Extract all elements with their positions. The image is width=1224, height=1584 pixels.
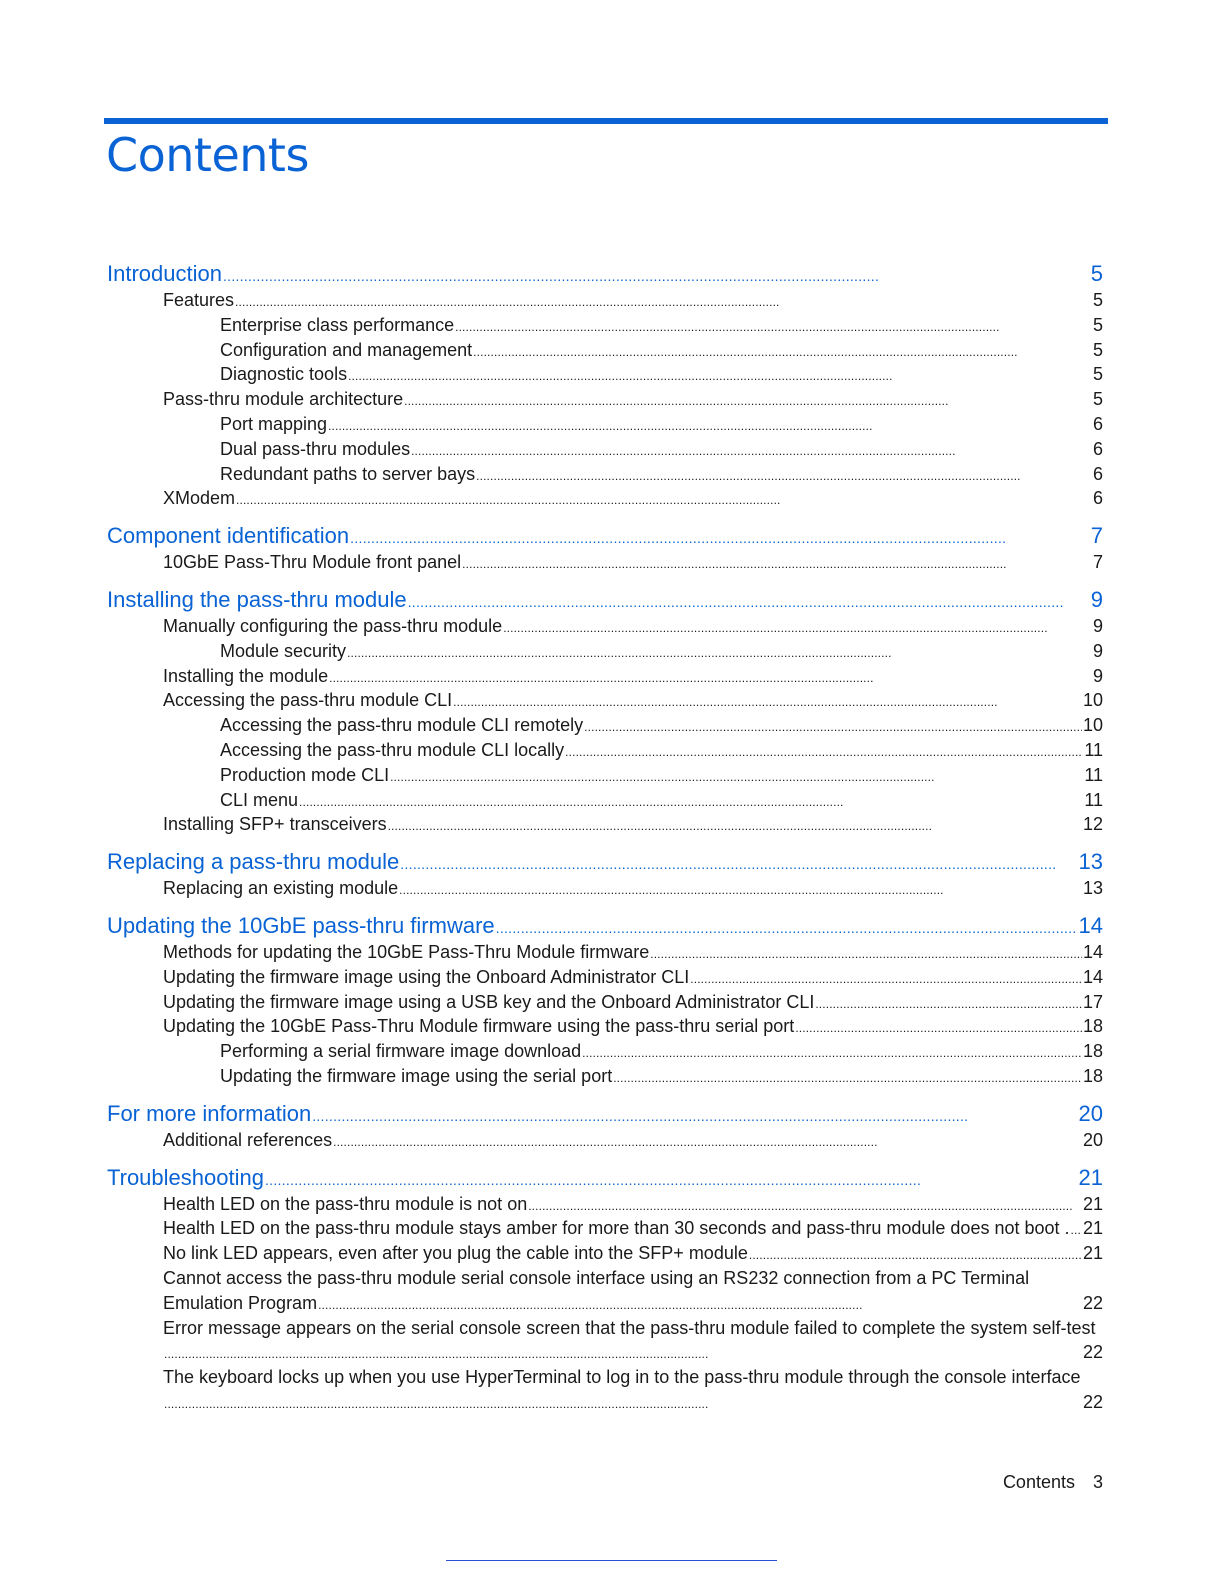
toc-chapter[interactable] [107,522,1103,550]
dot-leader [347,639,1092,666]
toc-entry-title: Installing SFP+ transceivers [163,814,387,835]
toc-entry-title: Redundant paths to server bays [220,463,476,484]
footer-label: Contents [1002,1472,1075,1492]
dot-leader [462,550,1092,577]
footer-page-number: 3 [1092,1472,1103,1492]
table-of-contents [107,260,1103,1415]
toc-entry[interactable] [107,1064,1103,1089]
toc-entry[interactable] [107,713,1103,738]
toc-entry[interactable] [107,362,1103,387]
toc-entry-title: Dual pass-thru modules [220,438,411,459]
toc-entry[interactable] [107,1390,1103,1415]
toc-page-number: 6 [1092,463,1103,484]
dot-leader [164,1390,1082,1417]
toc-entry-title: Emulation Program [163,1292,318,1313]
toc-entry-title: Manually configuring the pass-thru module [163,615,503,636]
title-rule [104,118,1108,124]
toc-page-number: 20 [1082,1129,1103,1150]
toc-entry[interactable] [107,763,1103,788]
toc-page-number: 9 [1090,586,1103,612]
toc-entry-title: Health LED on the pass-thru module stays amber for more than 30 seconds and pass-thru module does not boot . [163,1218,1070,1239]
toc-entry[interactable] [107,738,1103,763]
toc-entry-text[interactable]: The keyboard locks up when you use HyperTerminal to log in to the pass-thru module through the console interface [163,1367,1081,1388]
toc-entry[interactable] [107,940,1103,965]
toc-page-number: 11 [1084,789,1103,810]
toc-entry-title: Configuration and management [220,339,473,360]
dot-leader [411,437,1092,464]
toc-entry[interactable] [107,639,1103,664]
page-footer [1003,1472,1103,1493]
toc-entry-text[interactable]: Error message appears on the serial console screen that the pass-thru module failed to complete the system self-test [163,1317,1096,1338]
toc-entry[interactable] [107,387,1103,412]
toc-page-number: 9 [1092,665,1103,686]
toc-chapter[interactable] [107,1100,1103,1128]
toc-entry[interactable] [107,338,1103,363]
dot-leader [565,738,1083,765]
dot-leader [333,1128,1082,1155]
toc-entry[interactable] [107,1340,1103,1365]
toc-entry-title: Port mapping [220,413,328,434]
toc-entry[interactable] [107,550,1103,575]
toc-entry[interactable] [107,1014,1103,1039]
toc-entry-title: 10GbE Pass-Thru Module front panel [163,552,462,573]
toc-page-number: 22 [1082,1342,1103,1363]
dot-leader [400,848,1077,878]
dot-leader [223,260,1090,290]
toc-page-number: 9 [1092,640,1103,661]
dot-leader [235,288,1092,315]
toc-chapter[interactable] [107,848,1103,876]
toc-entry-title: Updating the firmware image using the serial port [220,1065,613,1086]
toc-chapter[interactable] [107,260,1103,288]
dot-leader [795,1014,1082,1041]
toc-entry[interactable] [107,664,1103,689]
toc-entry[interactable] [107,688,1103,713]
toc-page-number: 6 [1092,488,1103,509]
toc-page-number: 11 [1084,764,1103,785]
dot-leader [236,486,1092,513]
toc-entry-title: Installing the module [163,665,329,686]
toc-page-number: 20 [1078,1100,1103,1126]
dot-leader [528,1192,1082,1219]
toc-page-number: 14 [1082,966,1103,987]
dot-leader [399,876,1082,903]
toc-entry-title: Replacing a pass-thru module [107,849,400,875]
toc-entry[interactable] [107,990,1103,1015]
toc-entry-title: For more information [107,1100,312,1126]
toc-page-number: 22 [1082,1391,1103,1412]
dot-leader [265,1164,1078,1194]
toc-page-number: 6 [1092,438,1103,459]
dot-leader [318,1291,1082,1318]
dot-leader [815,990,1082,1017]
toc-entry-title: Replacing an existing module [163,878,399,899]
toc-entry[interactable] [107,965,1103,990]
dot-leader [408,586,1090,616]
toc-page-number: 6 [1092,413,1103,434]
toc-entry-title: Installing the pass-thru module [107,586,407,612]
toc-entry-title: Health LED on the pass-thru module is not on [163,1193,528,1214]
toc-page-number: 14 [1078,912,1103,938]
dot-leader [476,462,1092,489]
toc-page-number: 22 [1082,1292,1103,1313]
toc-page-number: 7 [1092,552,1103,573]
toc-entry-title: Accessing the pass-thru module CLI [163,690,453,711]
dot-leader [453,688,1082,715]
dot-leader [455,313,1092,340]
toc-page-number: 5 [1092,290,1103,310]
toc-entry[interactable] [107,1128,1103,1153]
toc-entry-title: Additional references [163,1129,333,1150]
toc-entry-text[interactable]: Cannot access the pass-thru module serial console interface using an RS232 connection from a PC Terminal [163,1267,1030,1288]
toc-entry[interactable] [107,486,1103,511]
toc-page-number: 18 [1082,1041,1103,1062]
toc-entry[interactable] [107,788,1103,813]
toc-entry[interactable] [107,313,1103,338]
toc-page-number: 5 [1092,389,1103,410]
toc-page-number: 10 [1082,690,1103,711]
toc-entry-title: Accessing the pass-thru module CLI locally [220,739,565,760]
toc-page-number: 5 [1092,364,1103,385]
toc-page-number: 5 [1092,339,1103,360]
dot-leader [690,965,1082,992]
dot-leader [749,1241,1082,1268]
toc-entry[interactable] [107,412,1103,437]
dot-leader [503,614,1092,641]
toc-page-number: 5 [1090,261,1103,286]
toc-entry-title: Introduction [107,261,222,286]
toc-entry-title: XModem [163,488,236,509]
toc-page-number: 13 [1078,849,1103,875]
toc-entry-title: Methods for updating the 10GbE Pass-Thru Module firmware [163,941,650,962]
toc-entry-title: Updating the firmware image using a USB key and the Onboard Administrator CLI [163,991,815,1012]
dot-leader [164,1340,1082,1367]
toc-entry-title: Updating the 10GbE Pass-Thru Module firmware using the pass-thru serial port [163,1016,795,1037]
dot-leader [329,664,1092,691]
dot-leader [350,522,1090,552]
toc-page-number: 21 [1078,1164,1103,1190]
toc-entry[interactable] [107,1039,1103,1064]
toc-page-number: 5 [1092,314,1103,335]
toc-entry-title: No link LED appears, even after you plug the cable into the SFP+ module [163,1243,748,1264]
toc-entry[interactable] [107,288,1103,313]
toc-page-number: 17 [1082,991,1103,1012]
toc-page-number: 14 [1082,941,1103,962]
toc-entry[interactable] [107,1291,1103,1316]
toc-page-number: 21 [1082,1218,1103,1239]
dot-leader [496,912,1078,942]
toc-entry[interactable] [107,462,1103,487]
toc-page-number: 12 [1082,814,1103,835]
toc-entry-title: Pass-thru module architecture [163,389,404,410]
toc-chapter[interactable] [107,1164,1103,1192]
dot-leader [584,713,1082,740]
toc-chapter[interactable] [107,912,1103,940]
toc-entry-title: Enterprise class performance [220,314,455,335]
toc-chapter[interactable] [107,586,1103,614]
dot-leader [328,412,1092,439]
toc-page-number: 9 [1092,615,1103,636]
toc-page-number: 21 [1082,1243,1103,1264]
toc-entry-title: Accessing the pass-thru module CLI remotely [220,715,584,736]
toc-entry[interactable] [107,1241,1103,1266]
toc-entry[interactable] [107,876,1103,901]
toc-entry-title: Production mode CLI [220,764,390,785]
dot-leader [1071,1216,1082,1243]
dot-leader [390,763,1083,790]
toc-entry-title: Updating the firmware image using the Onboard Administrator CLI [163,966,690,987]
toc-page-number: 7 [1090,523,1103,549]
toc-page-number: 10 [1082,715,1103,736]
toc-page-number: 18 [1082,1065,1103,1086]
toc-entry[interactable] [107,812,1103,837]
dot-leader [404,387,1092,414]
dot-leader [312,1100,1077,1130]
toc-entry[interactable] [107,614,1103,639]
page-title: Contents [106,128,309,182]
dot-leader [650,940,1082,967]
dot-leader [388,812,1082,839]
bottom-link-underline [446,1560,777,1561]
dot-leader [582,1039,1082,1066]
toc-entry-title: Module security [220,640,347,661]
toc-entry-title: Troubleshooting [107,1164,264,1190]
toc-entry-title: CLI menu [220,789,299,810]
toc-entry-title: Updating the 10GbE pass-thru firmware [107,912,495,938]
toc-entry-title: Component identification [107,523,350,549]
toc-entry-title: Performing a serial firmware image download [220,1041,582,1062]
toc-page-number: 18 [1082,1016,1103,1037]
toc-page-number: 21 [1082,1193,1103,1214]
toc-entry[interactable] [107,1192,1103,1217]
toc-entry-title: Features [163,290,235,310]
toc-page-number: 11 [1084,739,1103,760]
dot-leader [348,362,1092,389]
dot-leader [473,338,1092,365]
toc-page-number: 13 [1082,878,1103,899]
toc-entry[interactable] [107,437,1103,462]
toc-entry[interactable] [107,1216,1103,1241]
dot-leader [299,788,1083,815]
toc-entry-title: Diagnostic tools [220,364,348,385]
dot-leader [613,1064,1082,1091]
